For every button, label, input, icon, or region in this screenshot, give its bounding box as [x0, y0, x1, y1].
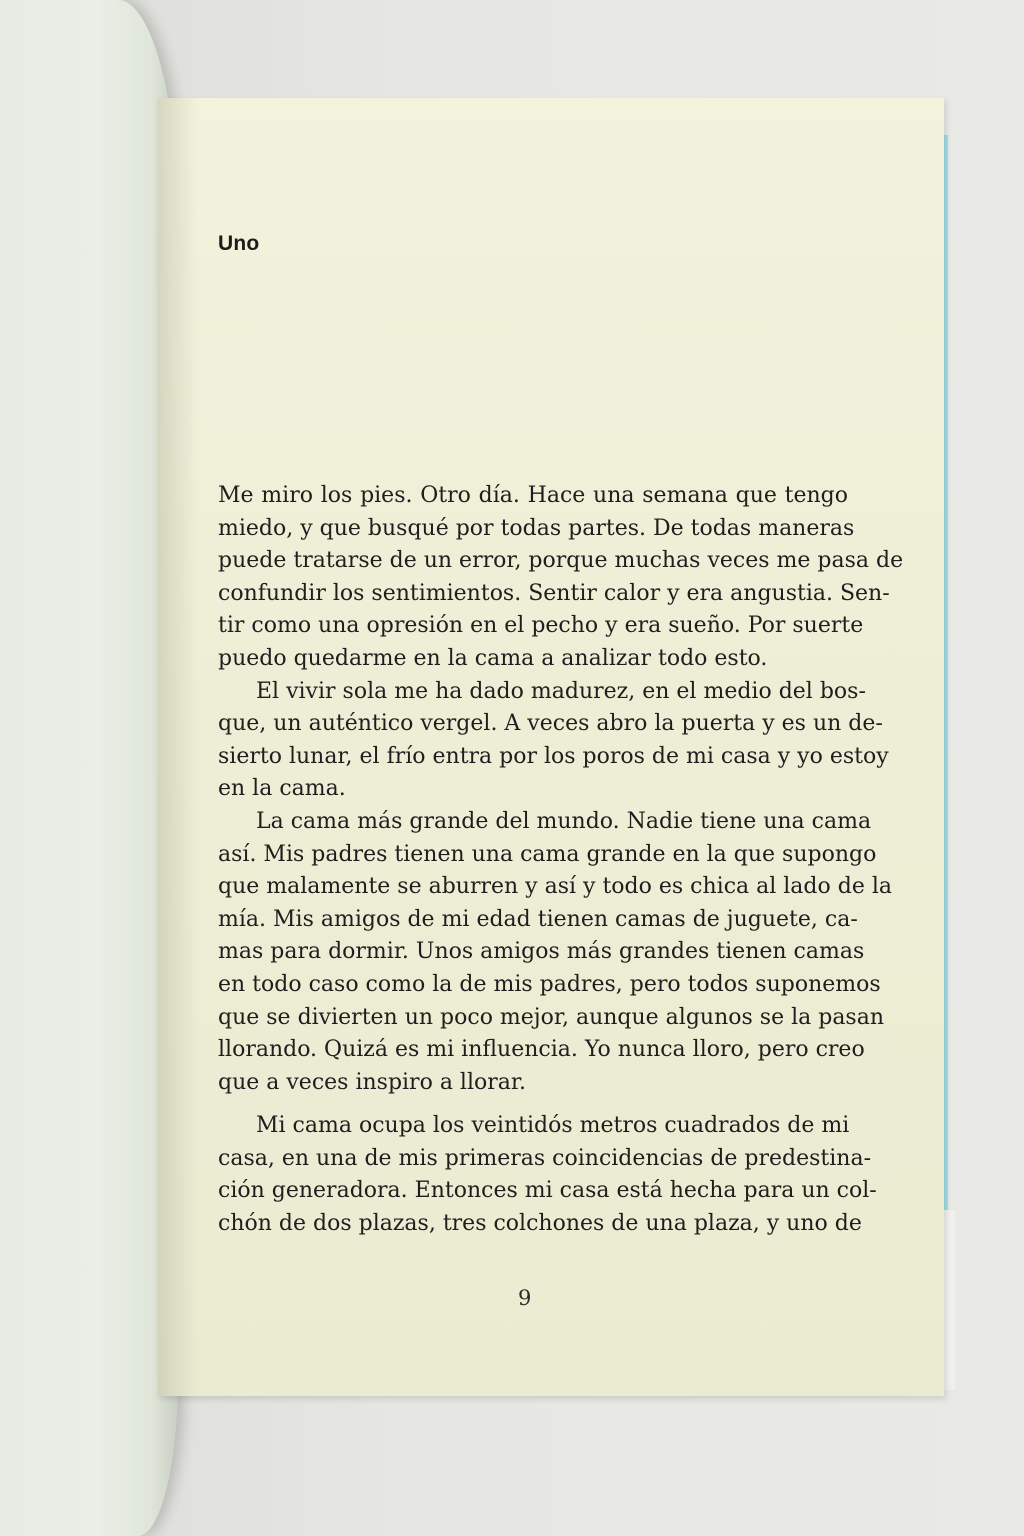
text-line: que, un auténtico vergel. A veces abro la puerta y es un de- [218, 711, 883, 737]
paragraph [218, 480, 904, 676]
left-page [0, 0, 178, 1536]
text-line: Me miro los pies. Otro día. Hace una semana que tengo [218, 483, 848, 508]
paragraph [218, 806, 892, 1099]
text-line: puede tratarse de un error, porque muchas veces me pasa de [218, 548, 904, 574]
text-line: Mi cama ocupa los veintidós metros cuadrados de mi [256, 1113, 850, 1138]
body-text-block-1 [218, 480, 904, 1099]
text-line: en todo caso como la de mis padres, pero todos suponemos [218, 971, 881, 997]
text-line: puedo quedarme en la cama a analizar todo esto. [218, 645, 768, 671]
text-line: que a veces inspiro a llorar. [218, 1069, 526, 1095]
text-line: sierto lunar, el frío entra por los poros de mi casa y yo estoy [218, 743, 889, 769]
text-line: confundir los sentimientos. Sentir calor y era angustia. Sen- [218, 580, 890, 606]
text-line: llorando. Quizá es mi influencia. Yo nunca lloro, pero creo [218, 1037, 865, 1063]
text-line: mía. Mis amigos de mi edad tienen camas de juguete, ca- [218, 906, 858, 932]
text-line: que se divierten un poco mejor, aunque algunos se la pasan [218, 1004, 885, 1030]
chapter-title: Uno [218, 232, 260, 255]
text-line: así. Mis padres tienen una cama grande en la que supongo [218, 841, 877, 867]
paragraph [218, 676, 889, 806]
text-line: tir como una opresión en el pecho y era sueño. Por suerte [218, 613, 864, 639]
text-line: miedo, y que busqué por todas partes. De todas maneras [218, 515, 855, 541]
body-text-block-2 [218, 1110, 877, 1240]
page-number: 9 [518, 1286, 532, 1310]
text-line: casa, en una de mis primeras coincidencias de predestina- [218, 1145, 872, 1171]
text-line: La cama más grande del mundo. Nadie tiene una cama [256, 808, 872, 834]
text-line: El vivir sola me ha dado madurez, en el medio del bos- [256, 678, 866, 704]
text-line: que malamente se aburren y así y todo es chica al lado de la [218, 874, 892, 900]
paragraph [218, 1110, 877, 1240]
text-line: ción generadora. Entonces mi casa está hecha para un col- [218, 1178, 877, 1204]
text-line: chón de dos plazas, tres colchones de una plaza, y uno de [218, 1210, 862, 1236]
text-line: mas para dormir. Unos amigos más grandes tienen camas [218, 939, 865, 965]
text-line: en la cama. [218, 776, 346, 802]
